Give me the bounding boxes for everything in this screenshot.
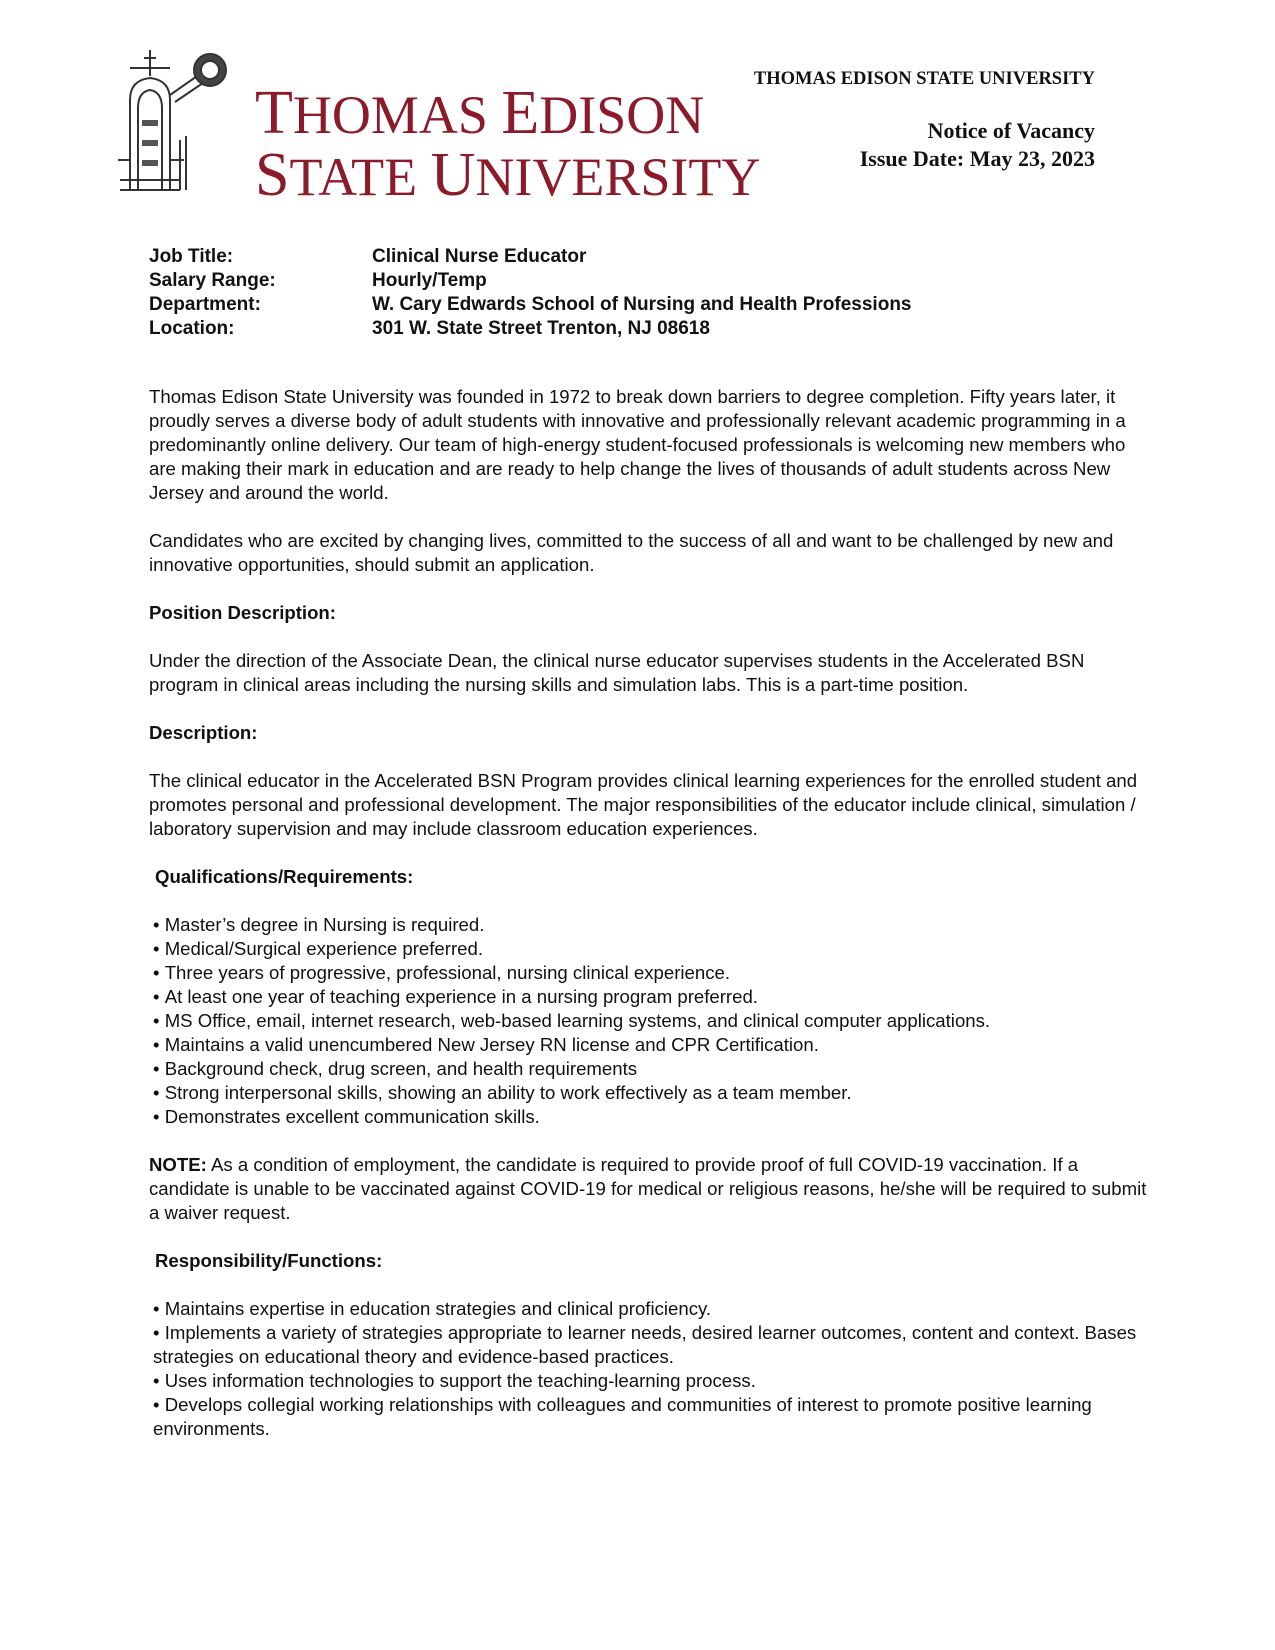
header-university: THOMAS EDISON STATE UNIVERSITY <box>753 69 1095 89</box>
intro-paragraph-2: Candidates who are excited by changing lives, committed to the success of all and want to be challenged by new and innovative opportunities, should submit an application. <box>149 530 1114 575</box>
description-text: The clinical educator in the Accelerated BSN Program provides clinical learning experiences for the enrolled student and promotes personal and professional development. The major responsibilities of the educator include clinical, simulation / laboratory supervision and may include classroom education experiences. <box>149 770 1138 839</box>
list-item: • Strong interpersonal skills, showing an ability to work effectively as a team member. <box>149 1081 1149 1105</box>
notice-title: Notice of Vacancy <box>927 118 1095 143</box>
list-item: • Master’s degree in Nursing is required. <box>149 913 1149 937</box>
meta-value: Clinical Nurse Educator <box>372 246 587 267</box>
logo-line-2: STATE UNIVERSITY <box>255 141 761 209</box>
position-description-text: Under the direction of the Associate Dean, the clinical nurse educator supervises students in the Accelerated BSN program in clinical areas including the nursing skills and simulation labs. This is a part-time position. <box>149 650 1085 695</box>
list-item: • Medical/Surgical experience preferred. <box>149 937 1149 961</box>
position-description-heading: Position Description: <box>149 602 336 623</box>
responsibilities-list <box>149 1297 1149 1441</box>
covid-note <box>149 1153 1149 1225</box>
list-item: • Uses information technologies to support the teaching-learning process. <box>149 1369 1149 1393</box>
logo-wordmark <box>255 79 761 209</box>
list-item: • Maintains expertise in education strategies and clinical proficiency. <box>149 1297 1149 1321</box>
meta-row-department <box>149 293 912 317</box>
document-body <box>149 385 1149 1465</box>
note-label: NOTE: <box>149 1154 207 1175</box>
qualifications-list <box>149 913 1149 1129</box>
list-item: • Maintains a valid unencumbered New Jersey RN license and CPR Certification. <box>149 1033 1149 1057</box>
intro-paragraph-1: Thomas Edison State University was founded in 1972 to break down barriers to degree completion. Fifty years later, it proudly serves a diverse body of adult students with innovative and professionally relevant academic programming in a predominantly online delivery. Our team of high-energy student-focused professionals is welcoming new members who are making their mark in education and are ready to help change the lives of thousands of adult students across New Jersey and around the world. <box>149 386 1126 503</box>
meta-value: 301 W. State Street Trenton, NJ 08618 <box>372 318 710 339</box>
meta-label: Job Title: <box>149 246 234 267</box>
logo-line-1: THOMAS EDISON <box>255 79 705 147</box>
description-heading: Description: <box>149 722 258 743</box>
meta-row-job-title <box>149 245 912 269</box>
qualifications-heading: Qualifications/Requirements: <box>155 866 414 887</box>
list-item: • At least one year of teaching experience in a nursing program preferred. <box>149 985 1149 1009</box>
list-item: • Develops collegial working relationships with colleagues and communities of interest to promote positive learning environments. <box>149 1393 1149 1441</box>
responsibilities-heading: Responsibility/Functions: <box>155 1250 383 1271</box>
list-item: • Background check, drug screen, and health requirements <box>149 1057 1149 1081</box>
list-item: • Demonstrates excellent communication skills. <box>149 1105 1149 1129</box>
header-notice-block <box>860 117 1095 173</box>
university-logo <box>100 40 761 209</box>
meta-value: Hourly/Temp <box>372 270 487 291</box>
note-text: As a condition of employment, the candidate is required to provide proof of full COVID-19 vaccination. If a candidate is unable to be vaccinated against COVID-19 for medical or religious reasons, he/she will be required to submit a waiver request. <box>149 1154 1147 1223</box>
job-meta <box>149 245 912 341</box>
clock-tower-icon <box>100 40 250 200</box>
issue-date: Issue Date: May 23, 2023 <box>859 146 1095 171</box>
meta-row-location <box>149 317 912 341</box>
list-item: • Implements a variety of strategies appropriate to learner needs, desired learner outcomes, content and context. Bases strategies on educational theory and evidence-based practices. <box>149 1321 1149 1369</box>
meta-label: Salary Range: <box>149 270 276 291</box>
meta-value: W. Cary Edwards School of Nursing and Health Professions <box>372 294 912 315</box>
list-item: • Three years of progressive, professional, nursing clinical experience. <box>149 961 1149 985</box>
meta-label: Location: <box>149 318 235 339</box>
meta-label: Department: <box>149 294 261 315</box>
list-item: • MS Office, email, internet research, web-based learning systems, and clinical computer applications. <box>149 1009 1149 1033</box>
meta-row-salary <box>149 269 912 293</box>
